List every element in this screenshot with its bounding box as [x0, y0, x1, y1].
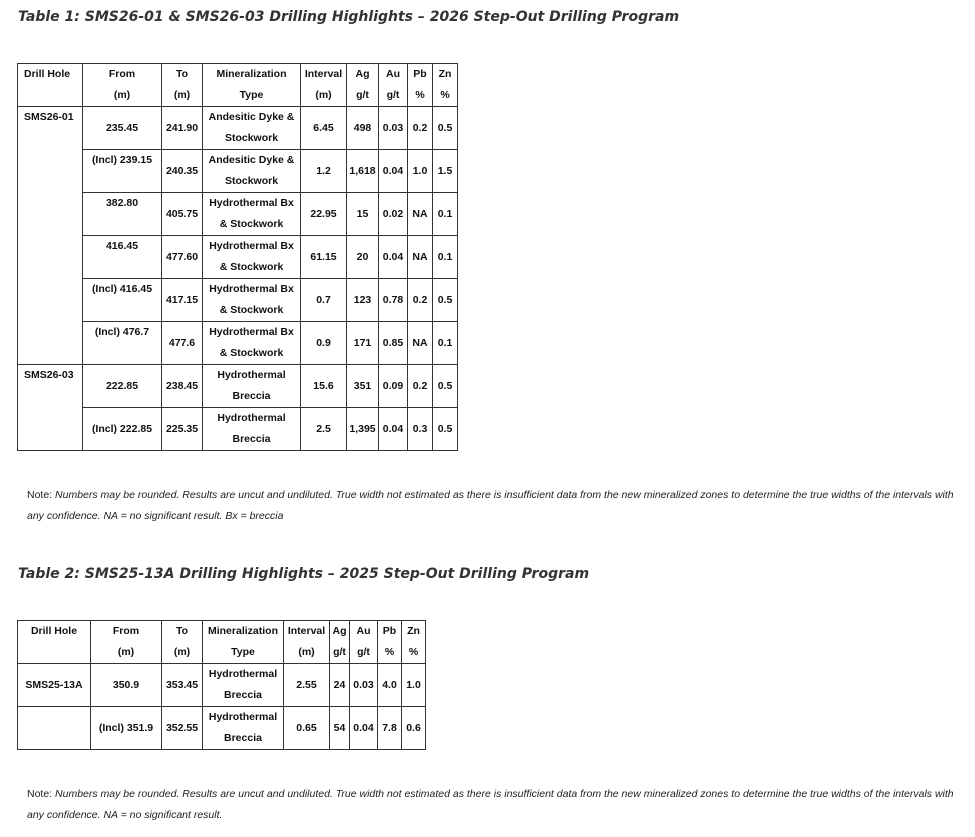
interval-cell: 1.2 — [301, 150, 347, 193]
header-zn-l1: Zn — [407, 625, 420, 637]
zn-cell: 0.1 — [433, 322, 458, 365]
au-cell: 0.85 — [379, 322, 408, 365]
header-min-l1: Mineralization — [207, 625, 278, 637]
header-from — [91, 621, 162, 664]
table-row — [18, 150, 458, 193]
ag-cell: 20 — [347, 236, 379, 279]
header-from-l2: (m) — [117, 646, 135, 658]
zn-cell: 1.0 — [402, 664, 426, 707]
header-ag-l1: Ag — [332, 625, 347, 637]
mineralization-l2: & Stockwork — [219, 347, 284, 359]
header-zn — [433, 64, 458, 107]
from-cell: (Incl) 351.9 — [91, 707, 162, 750]
table-row — [18, 236, 458, 279]
header-zn-l2: % — [408, 646, 419, 658]
au-cell: 0.04 — [379, 150, 408, 193]
header-pb — [408, 64, 433, 107]
mineralization-l1: Hydrothermal Bx — [209, 283, 294, 295]
pb-cell: 1.0 — [408, 150, 433, 193]
table-row — [18, 664, 426, 707]
from-cell: (Incl) 476.7 — [83, 322, 162, 365]
header-pb — [378, 621, 402, 664]
interval-cell: 0.9 — [301, 322, 347, 365]
pb-cell: NA — [408, 193, 433, 236]
ag-cell: 1,618 — [347, 150, 379, 193]
header-min-l2: Type — [231, 646, 255, 658]
interval-cell: 22.95 — [301, 193, 347, 236]
interval-cell: 2.5 — [301, 408, 347, 451]
zn-cell: 0.5 — [433, 107, 458, 150]
pb-cell: 0.2 — [408, 279, 433, 322]
header-from-l1: From — [112, 625, 140, 637]
mineralization-cell — [203, 322, 301, 365]
header-pb-l1: Pb — [413, 68, 427, 80]
mineralization-cell — [203, 193, 301, 236]
table-row — [18, 408, 458, 451]
header-to — [162, 64, 203, 107]
header-zn — [402, 621, 426, 664]
table1-title: Table 1: SMS26-01 & SMS26-03 Drilling Highlights – 2026 Step-Out Drilling Program — [18, 9, 680, 25]
mineralization-l1: Hydrothermal — [208, 668, 278, 680]
mineralization-l2: & Stockwork — [219, 261, 284, 273]
header-min-l1: Mineralization — [216, 68, 287, 80]
table1-note — [27, 485, 962, 527]
header-to-l2: (m) — [173, 89, 191, 101]
au-cell: 0.02 — [379, 193, 408, 236]
to-cell: 353.45 — [162, 664, 203, 707]
au-cell: 0.09 — [379, 365, 408, 408]
interval-cell: 0.7 — [301, 279, 347, 322]
mineralization-l1: Hydrothermal Bx — [209, 197, 294, 209]
mineralization-cell — [203, 664, 284, 707]
pb-cell: 0.2 — [408, 365, 433, 408]
zn-cell: 0.1 — [433, 236, 458, 279]
header-to-l1: To — [175, 625, 189, 637]
interval-cell: 15.6 — [301, 365, 347, 408]
pb-cell: NA — [408, 322, 433, 365]
header-au-l2: g/t — [357, 646, 370, 658]
au-cell: 0.04 — [350, 707, 378, 750]
table-row — [18, 365, 458, 408]
drill-hole-cell: SMS26-01 — [18, 107, 83, 365]
header-min-l2: Type — [239, 89, 264, 101]
drill-hole-cell — [18, 707, 91, 750]
header-pb-l2: % — [415, 89, 425, 101]
header-zn-l1: Zn — [438, 68, 452, 80]
to-cell: 477.60 — [162, 236, 203, 279]
pb-cell: 7.8 — [378, 707, 402, 750]
zn-cell: 0.5 — [433, 279, 458, 322]
table2-note — [27, 784, 962, 826]
interval-cell: 6.45 — [301, 107, 347, 150]
mineralization-cell — [203, 107, 301, 150]
table1 — [17, 63, 458, 451]
au-cell: 0.04 — [379, 236, 408, 279]
table2-title: Table 2: SMS25-13A Drilling Highlights – 2025 Step-Out Drilling Program — [18, 566, 590, 582]
mineralization-l1: Hydrothermal Bx — [209, 240, 294, 252]
header-ag-l2: g/t — [333, 646, 346, 658]
header-ag — [330, 621, 350, 664]
note-text: Numbers may be rounded. Results are uncut and undiluted. True width not estimated as there is insufficient data from the new mineralized zones to determine the true widths of the intervals with any confidence. NA = no significant result. Bx = breccia — [27, 489, 954, 522]
au-cell: 0.03 — [350, 664, 378, 707]
note-label: Note: — [27, 489, 53, 501]
zn-cell: 0.5 — [433, 408, 458, 451]
table2-header-row — [18, 621, 426, 664]
header-au — [379, 64, 408, 107]
mineralization-l2: Stockwork — [224, 132, 279, 144]
drill-hole-cell: SMS25-13A — [18, 664, 91, 707]
to-cell: 417.15 — [162, 279, 203, 322]
to-cell: 241.90 — [162, 107, 203, 150]
header-interval — [301, 64, 347, 107]
au-cell: 0.03 — [379, 107, 408, 150]
mineralization-l2: Stockwork — [224, 175, 279, 187]
to-cell: 477.6 — [162, 322, 203, 365]
header-to-l2: (m) — [173, 646, 191, 658]
header-int-l1: Interval — [304, 68, 343, 80]
table-row — [18, 322, 458, 365]
header-mineralization — [203, 621, 284, 664]
mineralization-l2: Breccia — [224, 732, 262, 744]
ag-cell: 498 — [347, 107, 379, 150]
ag-cell: 171 — [347, 322, 379, 365]
zn-cell: 0.1 — [433, 193, 458, 236]
mineralization-l2: Breccia — [224, 689, 262, 701]
header-drill-hole-label: Drill Hole — [24, 68, 71, 80]
header-int-l2: (m) — [298, 646, 315, 658]
header-ag-l1: Ag — [355, 68, 370, 80]
ag-cell: 54 — [330, 707, 350, 750]
mineralization-cell — [203, 408, 301, 451]
header-interval — [284, 621, 330, 664]
note-text: Numbers may be rounded. Results are uncut and undiluted. True width not estimated as there is insufficient data from the new mineralized zones to determine the true widths of the intervals with any confidence. NA = no significant result. — [27, 788, 954, 821]
au-cell: 0.04 — [379, 408, 408, 451]
to-cell: 240.35 — [162, 150, 203, 193]
header-int-l1: Interval — [287, 625, 326, 637]
from-cell: 235.45 — [83, 107, 162, 150]
to-cell: 238.45 — [162, 365, 203, 408]
header-from — [83, 64, 162, 107]
mineralization-cell — [203, 279, 301, 322]
header-au-l1: Au — [386, 68, 400, 80]
mineralization-l2: Breccia — [232, 390, 271, 402]
pb-cell: 0.3 — [408, 408, 433, 451]
to-cell: 405.75 — [162, 193, 203, 236]
mineralization-l1: Andesitic Dyke & — [208, 154, 295, 166]
zn-cell: 1.5 — [433, 150, 458, 193]
table-row — [18, 193, 458, 236]
header-drill-hole — [18, 64, 83, 107]
mineralization-l1: Hydrothermal — [217, 369, 286, 381]
mineralization-cell — [203, 707, 284, 750]
header-mineralization — [203, 64, 301, 107]
header-au-l2: g/t — [386, 89, 400, 101]
to-cell: 352.55 — [162, 707, 203, 750]
drill-hole-cell: SMS26-03 — [18, 365, 83, 451]
pb-cell: 4.0 — [378, 664, 402, 707]
ag-cell: 123 — [347, 279, 379, 322]
header-to-l1: To — [175, 68, 189, 80]
from-cell: 416.45 — [83, 236, 162, 279]
from-cell: 382.80 — [83, 193, 162, 236]
mineralization-cell — [203, 365, 301, 408]
ag-cell: 24 — [330, 664, 350, 707]
note-label: Note: — [27, 788, 53, 800]
header-drill-hole-label: Drill Hole — [30, 625, 78, 637]
header-ag — [347, 64, 379, 107]
pb-cell: NA — [408, 236, 433, 279]
header-to — [162, 621, 203, 664]
ag-cell: 15 — [347, 193, 379, 236]
header-au-l1: Au — [356, 625, 371, 637]
header-au — [350, 621, 378, 664]
mineralization-l1: Hydrothermal — [217, 412, 286, 424]
ag-cell: 351 — [347, 365, 379, 408]
table-row — [18, 707, 426, 750]
to-cell: 225.35 — [162, 408, 203, 451]
header-from-l2: (m) — [113, 89, 131, 101]
from-cell: 222.85 — [83, 365, 162, 408]
zn-cell: 0.5 — [433, 365, 458, 408]
mineralization-l2: & Stockwork — [219, 218, 284, 230]
mineralization-l1: Hydrothermal — [208, 711, 278, 723]
table-row — [18, 279, 458, 322]
header-pb-l2: % — [384, 646, 395, 658]
ag-cell: 1,395 — [347, 408, 379, 451]
interval-cell: 0.65 — [284, 707, 330, 750]
header-ag-l2: g/t — [356, 89, 369, 101]
table-row — [18, 107, 458, 150]
zn-cell: 0.6 — [402, 707, 426, 750]
header-pb-l1: Pb — [382, 625, 397, 637]
table1-header-row — [18, 64, 458, 107]
from-cell: (Incl) 239.15 — [83, 150, 162, 193]
mineralization-cell — [203, 150, 301, 193]
mineralization-l1: Hydrothermal Bx — [209, 326, 294, 338]
pb-cell: 0.2 — [408, 107, 433, 150]
au-cell: 0.78 — [379, 279, 408, 322]
interval-cell: 61.15 — [301, 236, 347, 279]
mineralization-cell — [203, 236, 301, 279]
mineralization-l2: Breccia — [232, 433, 271, 445]
header-zn-l2: % — [440, 89, 450, 101]
header-int-l2: (m) — [315, 89, 332, 101]
mineralization-l1: Andesitic Dyke & — [208, 111, 295, 123]
header-drill-hole — [18, 621, 91, 664]
from-cell: 350.9 — [91, 664, 162, 707]
interval-cell: 2.55 — [284, 664, 330, 707]
mineralization-l2: & Stockwork — [219, 304, 284, 316]
from-cell: (Incl) 416.45 — [83, 279, 162, 322]
table2 — [17, 620, 426, 750]
header-from-l1: From — [108, 68, 136, 80]
from-cell: (Incl) 222.85 — [83, 408, 162, 451]
